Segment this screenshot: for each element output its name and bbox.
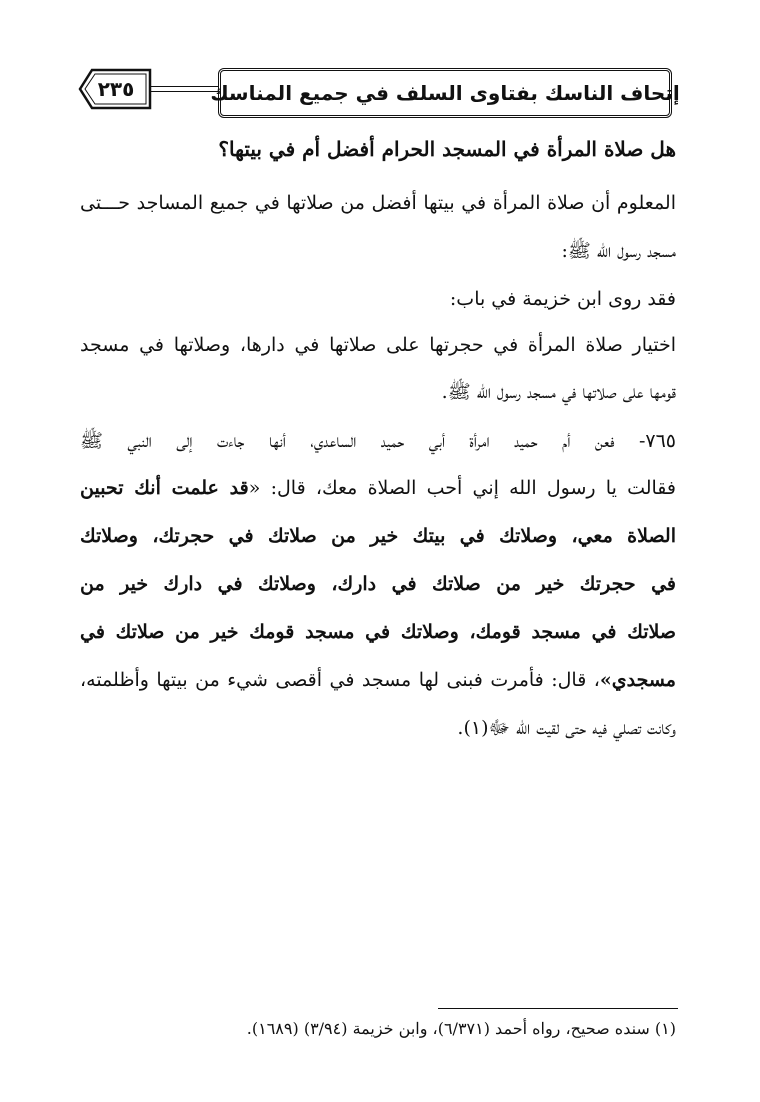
book-title: إتحاف الناسك بفتاوى السلف في جميع المناسك xyxy=(210,81,680,105)
section-heading: هل صلاة المرأة في المسجد الحرام أفضل أم في بيتها؟ xyxy=(218,137,676,161)
paragraph-line: المعلوم أن صلاة المرأة في بيتها أفضل من صلاتها في جميع المساجد حـــتى xyxy=(80,192,676,214)
paragraph-line: اختيار صلاة المرأة في حجرتها على صلاتها في دارها، وصلاتها في مسجد xyxy=(80,334,676,356)
page-number: ٢٣٥ xyxy=(97,77,135,101)
hadith-quote-line: في حجرتك خير من صلاتك في دارك، وصلاتك في دارك خير من xyxy=(80,573,676,595)
hadith-line: ٧٦٥- فعن أم حميد امرأة أبي حميد الساعدي، أنها جاءت إلى النبي ﷺ xyxy=(80,430,676,452)
paragraph-line: مسجد رسول الله ﷺ: xyxy=(561,240,676,262)
header-rule xyxy=(150,86,218,92)
hadith-text: ، قال: فأمرت فبنى لها مسجد في أقصى شيء من بيتها وأظلمته، xyxy=(80,669,600,691)
footnote: (١) سنده صحيح، رواه أحمد (٦/٣٧١)، وابن خزيمة (٣/٩٤) (١٦٨٩). xyxy=(246,1019,676,1038)
running-header xyxy=(210,68,680,118)
paragraph-line: فقد روى ابن خزيمة في باب: xyxy=(449,288,676,310)
page-number-badge xyxy=(78,68,154,110)
hadith-line: وكانت تصلي فيه حتى لقيت الله ﷻ(١). xyxy=(457,717,676,739)
hadith-text: فقالت يا رسول الله إني أحب الصلاة معك، قال: « xyxy=(248,477,677,499)
hadith-line xyxy=(80,665,676,695)
hadith-quote: قد علمت أنك تحبين xyxy=(80,477,249,499)
hadith-quote-line: صلاتك في مسجد قومك، وصلاتك في مسجد قومك خير من صلاتك في xyxy=(80,621,676,643)
hadith-quote: مسجدي» xyxy=(599,669,676,691)
paragraph-line: قومها على صلاتها في مسجد رسول الله ﷺ. xyxy=(441,381,676,403)
hadith-line xyxy=(80,473,676,503)
footnote-rule xyxy=(438,1008,678,1009)
hadith-quote-line: الصلاة معي، وصلاتك في بيتك خير من صلاتك في حجرتك، وصلاتك xyxy=(80,525,676,547)
